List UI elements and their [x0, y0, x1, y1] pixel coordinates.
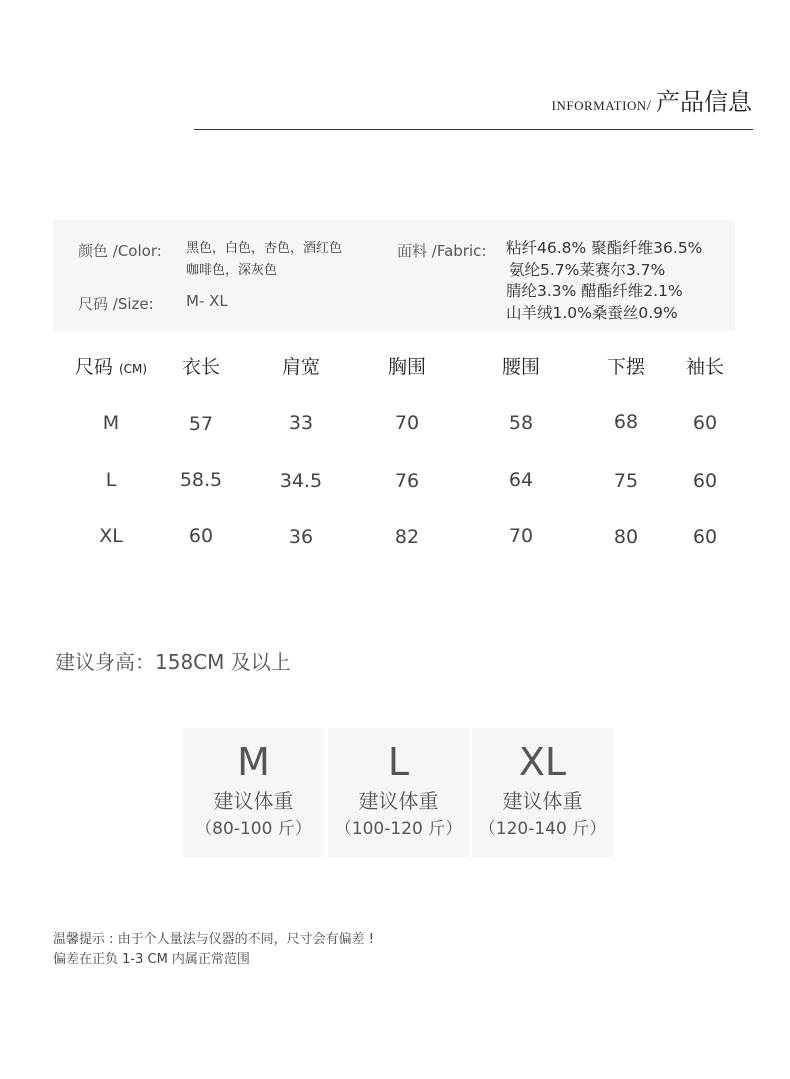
- color-value-line2: 咖啡色，深灰色: [186, 263, 278, 278]
- tips-line: 温馨提示 : 由于个人量法与仪器的不同，尺寸会有偏差 !: [53, 932, 374, 947]
- table-cell-size: XL: [99, 525, 123, 547]
- table-cell: 68: [613, 411, 639, 433]
- table-header-cell: 下摆: [606, 356, 646, 378]
- table-cell: 80: [613, 526, 639, 548]
- weight-card-label: 建议体重: [502, 789, 583, 813]
- weight-card-size: XL: [518, 740, 567, 784]
- table-cell: 60: [188, 525, 214, 547]
- table-cell: 75: [613, 470, 639, 492]
- weight-card-label: 建议体重: [358, 789, 439, 813]
- table-header-cell: 腰围: [501, 356, 541, 378]
- table-cell: 64: [508, 469, 534, 491]
- fabric-label: 面料 /Fabric:: [397, 242, 487, 260]
- table-cell: 58.5: [179, 469, 223, 491]
- table-cell: 60: [692, 470, 718, 492]
- header-divider: [194, 129, 753, 130]
- color-label: 颜色 /Color:: [78, 242, 162, 260]
- table-cell: 34.5: [279, 470, 323, 492]
- weight-card-range: （120-140 斤）: [478, 819, 607, 839]
- section-title: [552, 82, 752, 117]
- fabric-line: 粘纤46.8% 聚酯纤维36.5%: [506, 239, 703, 257]
- fabric-line: 山羊绒1.0%桑蚕丝0.9%: [506, 303, 678, 322]
- section-title-en: INFORMATION: [551, 98, 647, 113]
- weight-card-range: （100-120 斤）: [334, 819, 463, 839]
- size-value: M- XL: [186, 292, 228, 310]
- table-header-size-label: 尺码: [74, 356, 113, 378]
- table-cell: 60: [692, 412, 718, 434]
- table-cell: 82: [394, 526, 420, 548]
- weight-card-range: （80-100 斤）: [195, 819, 312, 839]
- tips-line: 偏差在正负 1-3 CM 内属正常范围: [53, 952, 250, 967]
- weight-card-size: L: [387, 740, 410, 784]
- table-cell: 36: [288, 526, 314, 548]
- weight-card-xl: [472, 728, 613, 857]
- weight-card-label: 建议体重: [213, 789, 294, 813]
- weight-card-m: [183, 728, 324, 857]
- section-title-cn: 产品信息: [656, 88, 752, 116]
- weight-card-l: [328, 728, 469, 857]
- fabric-line: 氨纶5.7%莱赛尔3.7%: [509, 260, 666, 279]
- table-cell: 76: [394, 470, 420, 492]
- color-value-line1: 黑色，白色，杏色，酒红色: [186, 241, 343, 256]
- table-cell: 70: [508, 525, 534, 547]
- fabric-value: [506, 238, 702, 324]
- table-cell: 70: [394, 412, 420, 434]
- section-title-separator: /: [646, 98, 651, 114]
- table-header-size: [75, 352, 147, 379]
- table-header-unit: (CM): [118, 362, 148, 376]
- table-header-cell: 胸围: [387, 356, 427, 378]
- table-cell-size: M: [102, 412, 120, 434]
- table-cell-size: L: [105, 469, 117, 491]
- recommended-height: 建议身高：158CM 及以上: [55, 650, 291, 674]
- fabric-line: 腈纶3.3% 醋酯纤维2.1%: [506, 282, 683, 300]
- table-cell: 60: [692, 526, 718, 548]
- table-header-cell: 衣长: [181, 356, 221, 378]
- weight-card-size: M: [237, 740, 270, 784]
- table-cell: 57: [188, 413, 214, 435]
- table-header-cell: 肩宽: [281, 356, 321, 378]
- table-header-cell: 袖长: [685, 356, 725, 378]
- size-label: 尺码 /Size:: [78, 295, 154, 313]
- table-cell: 58: [508, 412, 534, 434]
- table-cell: 33: [288, 412, 314, 434]
